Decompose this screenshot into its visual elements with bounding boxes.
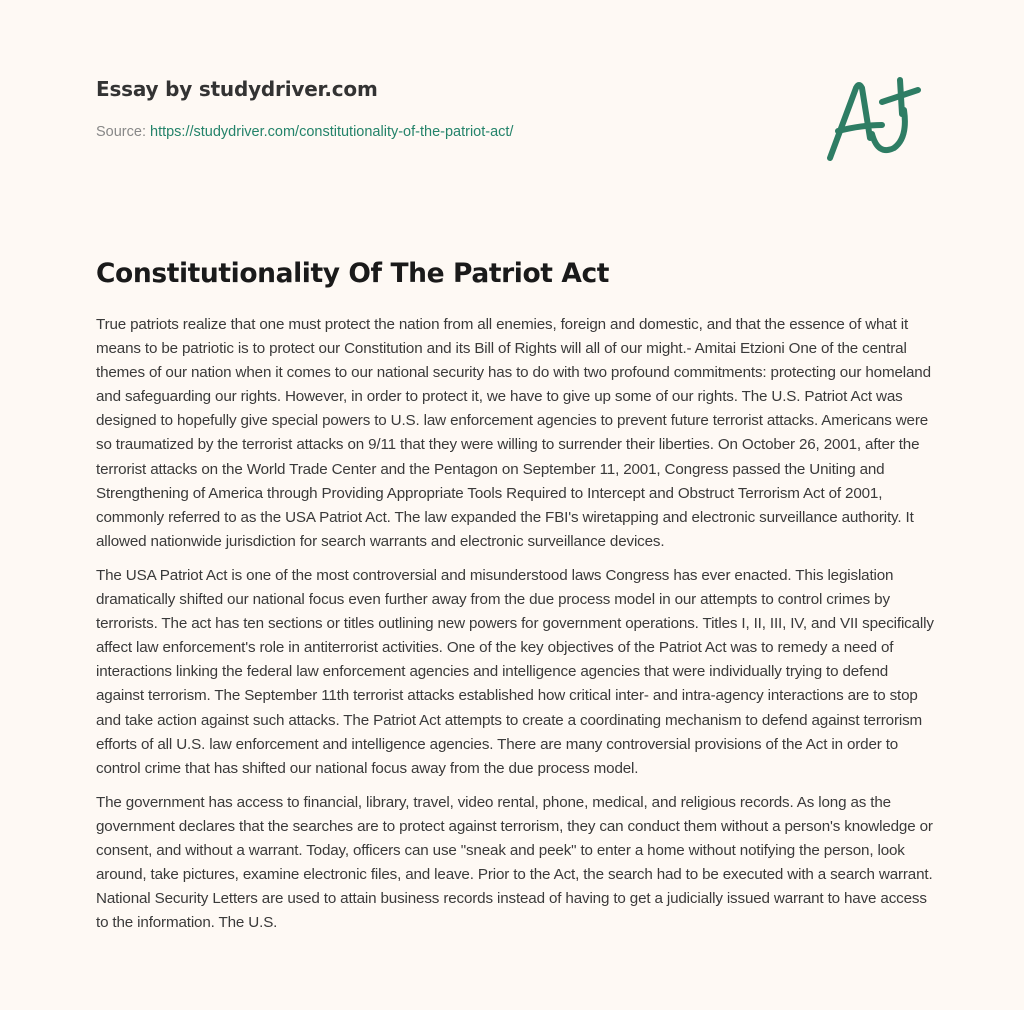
essay-body [96,313,936,945]
source-line [96,122,796,142]
a-plus-grade-icon [822,68,932,168]
essay-paragraph: The USA Patriot Act is one of the most controversial and misunderstood laws Congress has ever enacted. This legislation dramatically shifted our national focus even further away from the due process model in our attempts to control crimes by terrorists. The act has ten sections or titles outlining new powers for government operations. Titles I, II, III, IV, and VII specifically affect law enforcement's role in antiterrorist activities. One of the key objectives of the Patriot Act was to remedy a need of interactions linking the federal law enforcement agencies and intelligence agencies that were individually trying to defend against terrorism. The September 11th terrorist attacks established how critical inter- and intra-agency interactions are to stop and take action against such attacks. The Patriot Act attempts to create a coordinating mechanism to defend against terrorism efforts of all U.S. law enforcement and intelligence agencies. There are many controversial provisions of the Act in order to control crime that has shifted our national focus away from the due process model. [96,566,934,777]
source-link[interactable]: https://studydriver.com/constitutionality-of-the-patriot-act/ [150,124,514,140]
page-header [96,74,796,142]
essay-paragraph: True patriots realize that one must protect the nation from all enemies, foreign and domestic, and that the essence of what it means to be patriotic is to protect our Constitution and its Bill of Rights will all of our might.- Amitai Etzioni One of the central themes of our nation when it comes to our national security has to do with two profound commitments: protecting our homeland and safeguarding our rights. However, in order to protect it, we have to give up some of our rights. The U.S. Patriot Act was designed to hopefully give special powers to U.S. law enforcement agencies to prevent future terrorist attacks. Americans were so traumatized by the terrorist attacks on 9/11 that they were willing to surrender their liberties. On October 26, 2001, after the terrorist attacks on the World Trade Center and the Pentagon on September 11, 2001, Congress passed the Uniting and Strengthening of America through Providing Appropriate Tools Required to Intercept and Obstruct Terrorism Act of 2001, commonly referred to as the USA Patriot Act. The law expanded the FBI's wiretapping and electronic surveillance authority. It allowed nationwide jurisdiction for search warrants and electronic surveillance devices. [96,316,931,550]
essay-paragraph: The government has access to financial, library, travel, video rental, phone, medical, and religious records. As long as the government declares that the searches are to protect against terrorism, they can conduct them without a person's knowledge or consent, and without a warrant. Today, officers can use "sneak and peek" to enter a home without notifying the person, look around, take pictures, examine electronic files, and leave. Prior to the Act, the search had to be executed with a search warrant. National Security Letters are used to attain business records instead of having to get a judicially issued warrant to have access to the information. The U.S. [96,793,933,932]
source-label: Source: [96,124,150,140]
essay-title: Constitutionality Of The Patriot Act [96,258,610,289]
site-title: Essay by studydriver.com [96,77,378,101]
